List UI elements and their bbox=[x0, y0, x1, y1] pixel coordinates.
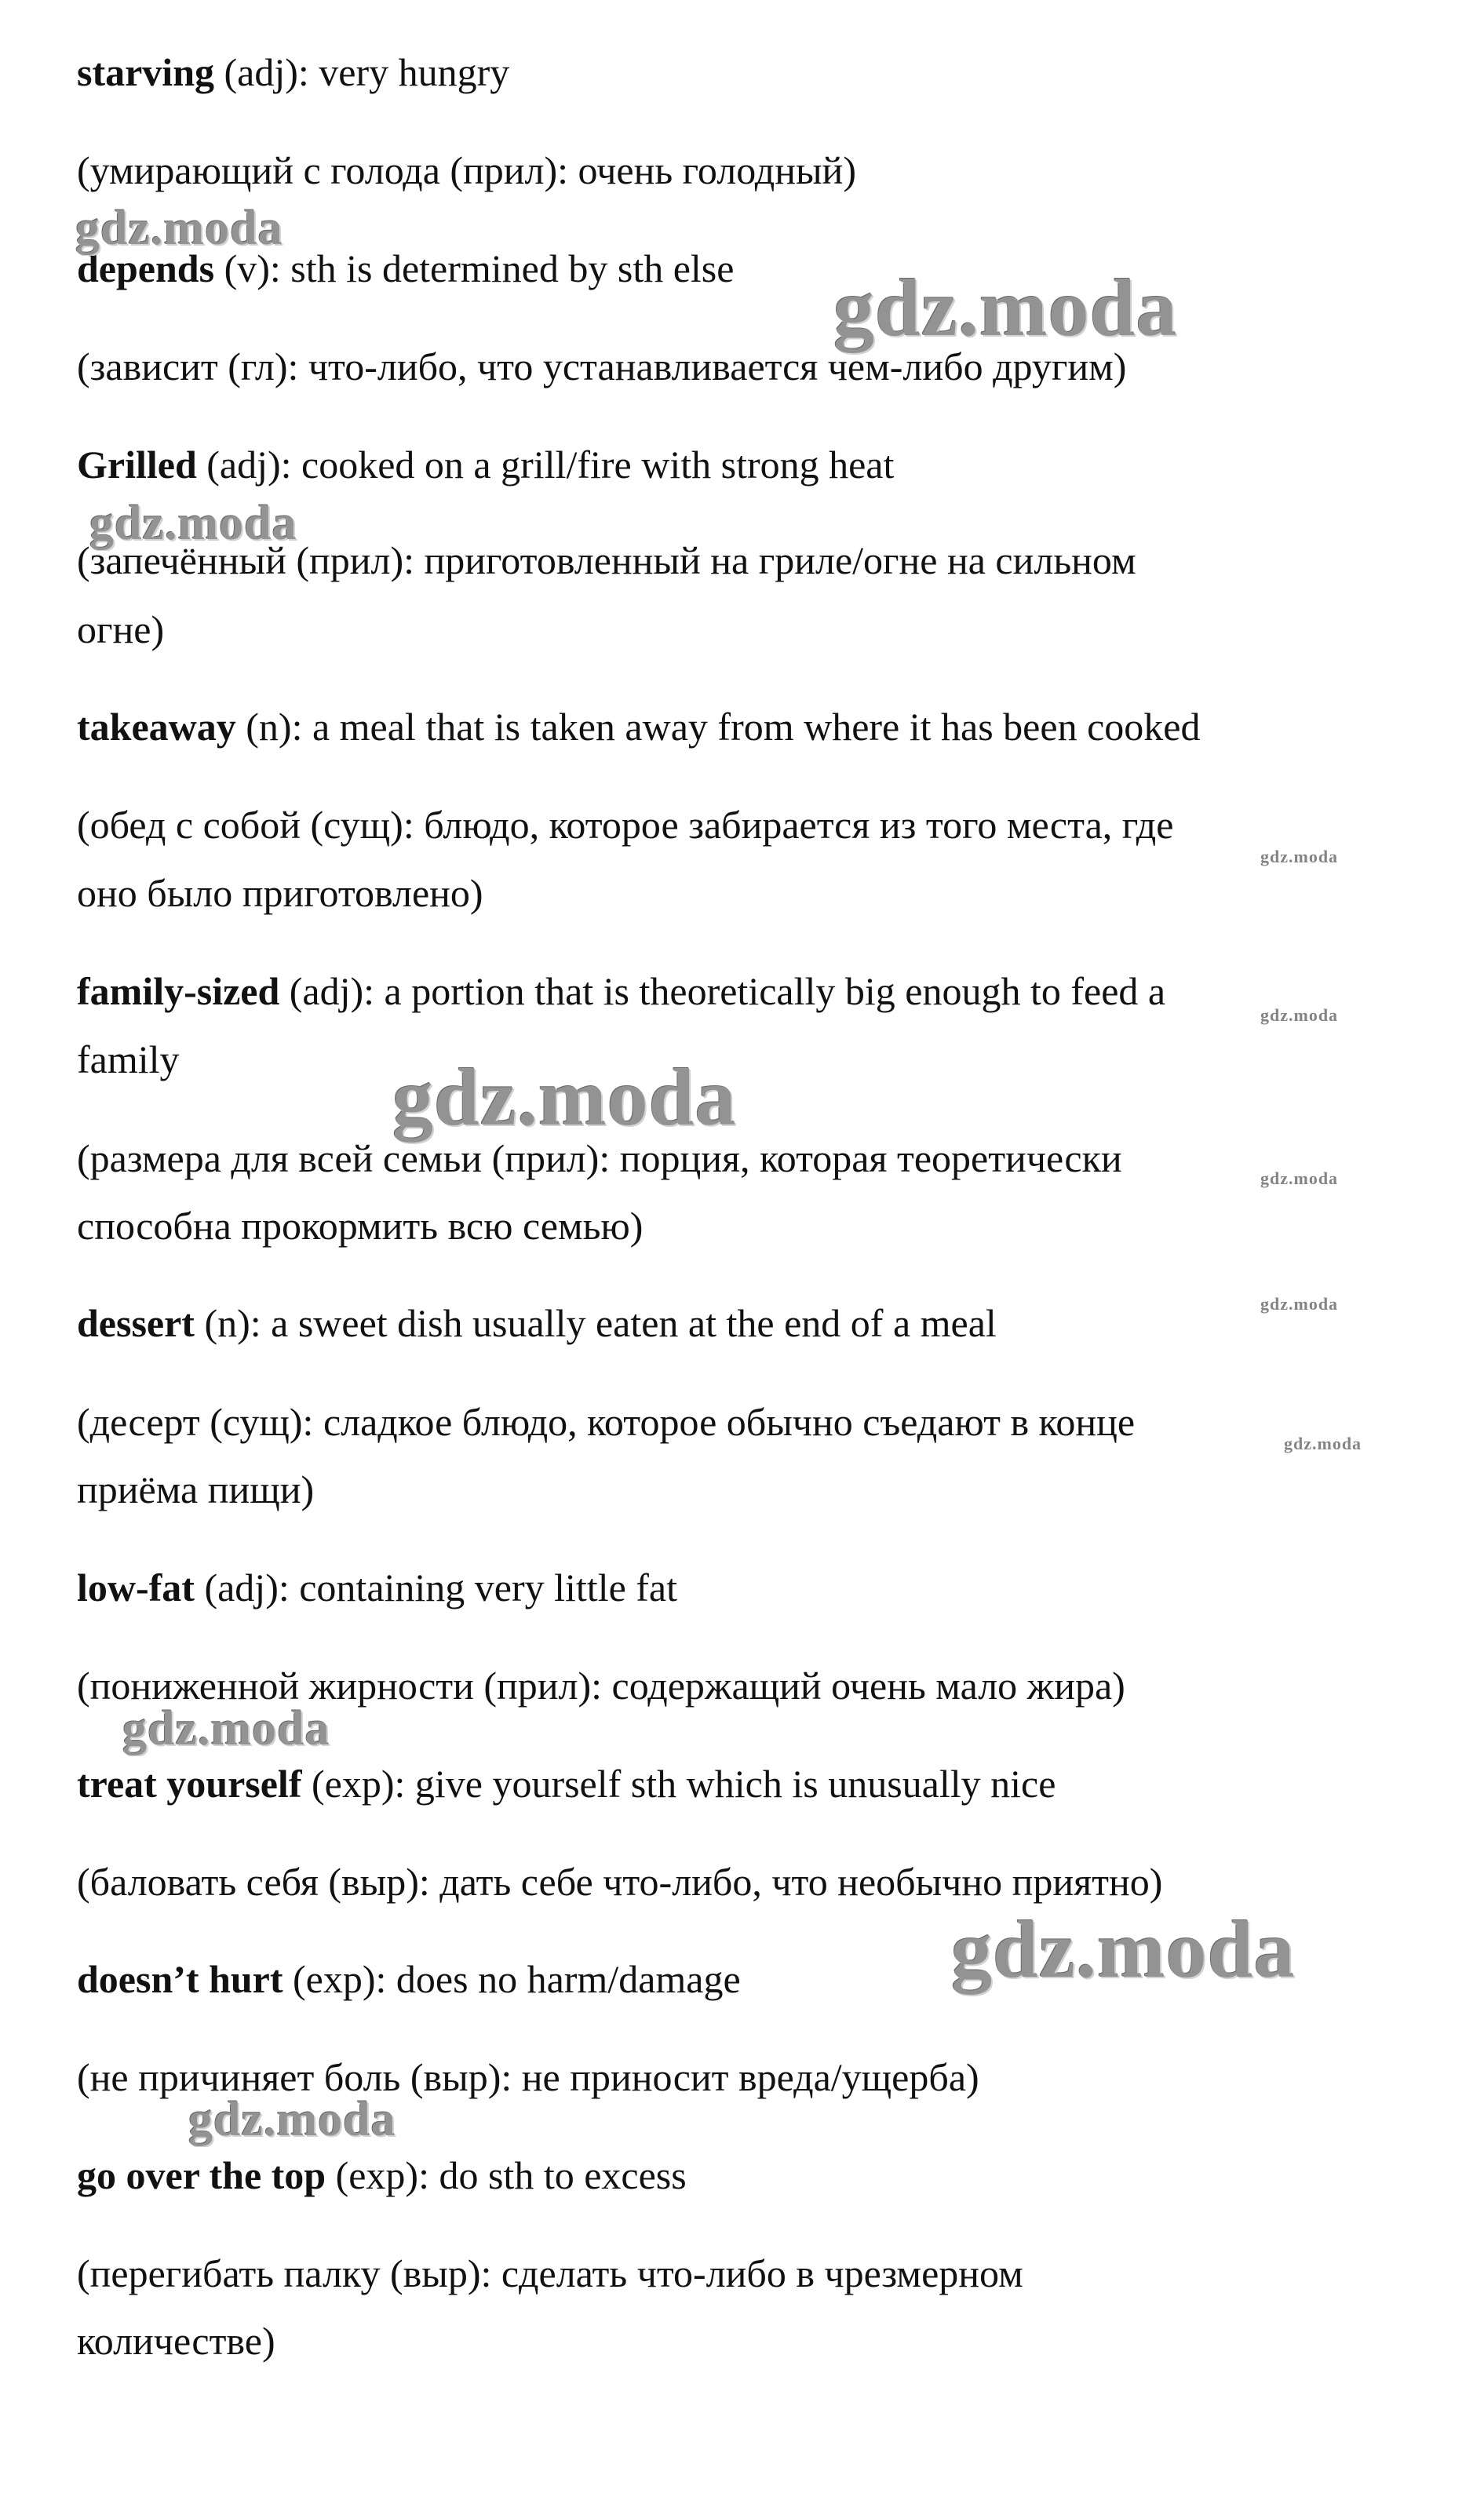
watermark: gdz.moda bbox=[75, 202, 283, 255]
entry-go-over-the-top bbox=[77, 2152, 687, 2199]
term: depends bbox=[77, 246, 215, 290]
entry-dessert bbox=[77, 1300, 997, 1347]
watermark: gdz.moda bbox=[1260, 847, 1339, 866]
translation-grilled-line2: огне) bbox=[77, 607, 165, 651]
translation-grilled-line1: (запечённый (прил): приготовленный на гриле/огне на сильном bbox=[77, 538, 1136, 582]
term: go over the top bbox=[77, 2153, 326, 2197]
translation-go-over-the-top-line2: количестве) bbox=[77, 2319, 275, 2363]
definition: (exp): give yourself sth which is unusually nice bbox=[301, 1762, 1056, 1806]
term: family-sized bbox=[77, 969, 280, 1013]
definition: (exp): do sth to excess bbox=[326, 2153, 687, 2197]
definition: (n): a sweet dish usually eaten at the end of a meal bbox=[194, 1301, 997, 1345]
watermark: gdz.moda bbox=[122, 1702, 330, 1755]
translation-dessert-line1: (десерт (сущ): сладкое блюдо, которое обычно съедают в конце bbox=[77, 1400, 1136, 1444]
translation-starving: (умирающий с голода (прил): очень голодный) bbox=[77, 148, 856, 192]
translation-family-sized-line1: (размера для всей семьи (прил): порция, которая теоретически bbox=[77, 1136, 1122, 1180]
entry-treat-yourself bbox=[77, 1760, 1056, 1807]
translation-family-sized-line2: способна прокормить всю семью) bbox=[77, 1204, 644, 1248]
translation-dessert-line2: приёма пищи) bbox=[77, 1467, 315, 1511]
definition: (adj): containing very little fat bbox=[194, 1566, 678, 1609]
definition: (adj): a portion that is theoretically big enough to feed a bbox=[279, 969, 1166, 1013]
entry-low-fat bbox=[77, 1564, 677, 1611]
watermark: gdz.moda bbox=[392, 1052, 737, 1143]
translation-treat-yourself: (баловать себя (выр): дать себе что-либо, что необычно приятно) bbox=[77, 1860, 1163, 1904]
term: low-fat bbox=[77, 1566, 195, 1609]
definition: (adj): very hungry bbox=[214, 50, 510, 94]
entry-starving bbox=[77, 49, 509, 96]
definition: (n): a meal that is taken away from where it has been cooked bbox=[235, 705, 1201, 749]
entry-grilled bbox=[77, 441, 894, 488]
watermark: gdz.moda bbox=[1260, 1294, 1339, 1314]
translation-takeaway-line1: (обед с собой (сущ): блюдо, которое забирается из того места, где bbox=[77, 803, 1174, 847]
watermark: gdz.moda bbox=[89, 497, 297, 550]
definition: (adj): cooked on a grill/fire with strong heat bbox=[196, 443, 895, 487]
term: starving bbox=[77, 50, 214, 94]
term: treat yourself bbox=[77, 1762, 302, 1806]
definition: (v): sth is determined by sth else bbox=[214, 246, 735, 290]
translation-low-fat: (пониженной жирности (прил): содержащий очень мало жира) bbox=[77, 1664, 1125, 1708]
watermark: gdz.moda bbox=[188, 2093, 396, 2146]
translation-doesnt-hurt: (не причиняет боль (выр): не приносит вреда/ущерба) bbox=[77, 2055, 979, 2099]
watermark: gdz.moda bbox=[1284, 1434, 1362, 1453]
definition: (exp): does no harm/damage bbox=[283, 1957, 741, 2001]
term: dessert bbox=[77, 1301, 195, 1345]
entry-family-sized bbox=[77, 968, 1165, 1015]
watermark: gdz.moda bbox=[833, 263, 1178, 353]
entry-family-sized-line2: family bbox=[77, 1037, 180, 1081]
watermark: gdz.moda bbox=[951, 1905, 1296, 1995]
entry-takeaway bbox=[77, 703, 1200, 750]
term: doesn’t hurt bbox=[77, 1957, 283, 2001]
watermark: gdz.moda bbox=[1260, 1168, 1339, 1188]
translation-go-over-the-top-line1: (перегибать палку (выр): сделать что-либо в чрезмерном bbox=[77, 2251, 1023, 2295]
translation-takeaway-line2: оно было приготовлено) bbox=[77, 871, 483, 915]
watermark: gdz.moda bbox=[1260, 1005, 1339, 1025]
term: takeaway bbox=[77, 705, 236, 749]
entry-doesnt-hurt bbox=[77, 1956, 741, 2003]
translation-depends: (зависит (гл): что-либо, что устанавливается чем-либо другим) bbox=[77, 344, 1127, 388]
term: Grilled bbox=[77, 443, 197, 487]
